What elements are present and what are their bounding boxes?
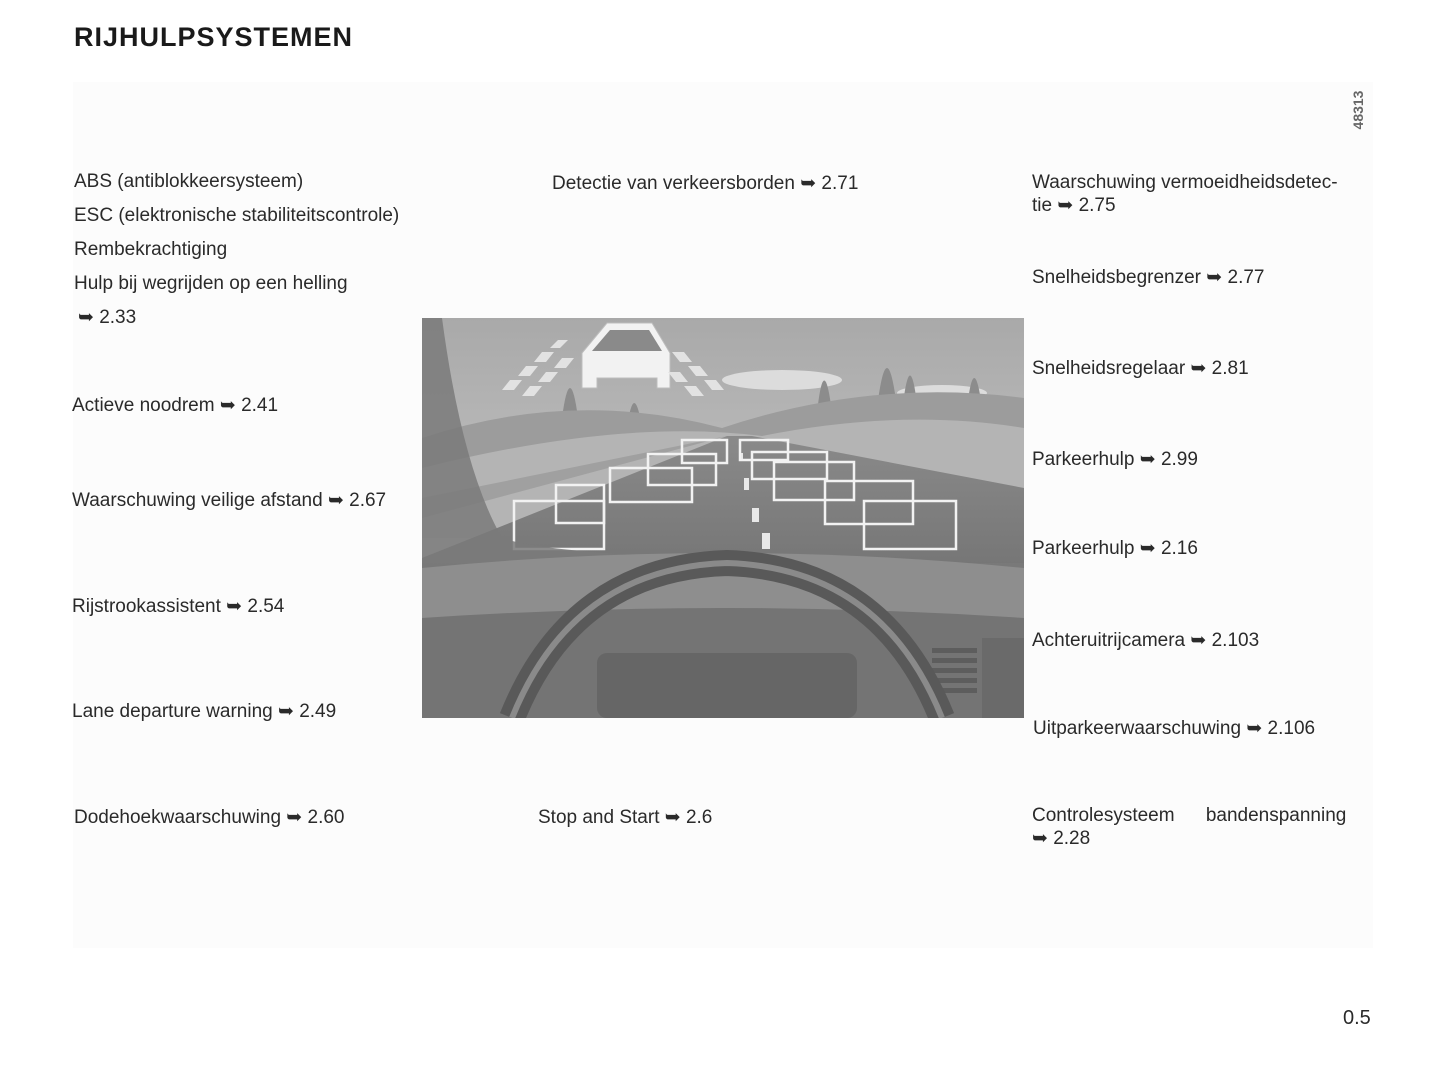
page-ref: 2.77 (1227, 267, 1265, 288)
arrow-icon: ➥ (286, 807, 303, 828)
item-snelheidsbegrenzer[interactable] (1032, 266, 1264, 289)
page-number: 0.5 (1343, 1007, 1371, 1029)
item-label: Detectie van verkeersborden (552, 173, 795, 194)
page-ref: 2.41 (241, 395, 279, 416)
arrow-icon: ➥ (1139, 538, 1156, 559)
item-achteruitrijcamera[interactable] (1032, 629, 1259, 652)
item-veilige-afstand[interactable] (72, 489, 386, 512)
arrow-icon: ➥ (1190, 630, 1207, 651)
item-dodehoek[interactable] (74, 806, 344, 829)
arrow-icon: ➥ (800, 173, 817, 194)
page-ref: 2.103 (1211, 630, 1260, 651)
item-esc: ESC (elektronische stabiliteitscontrole) (74, 205, 400, 226)
arrow-icon: ➥ (1139, 449, 1156, 470)
item-label: Snelheidsbegrenzer (1032, 267, 1202, 288)
page-ref: 2.33 (99, 307, 137, 328)
arrow-icon: ➥ (327, 490, 344, 511)
item-bandenspanning[interactable] (1032, 804, 1371, 850)
item-label-line2: tie (1032, 195, 1053, 216)
item-group-ref[interactable] (78, 306, 136, 329)
item-actieve-noodrem[interactable] (72, 394, 278, 417)
item-vermoeidheid[interactable] (1032, 171, 1371, 217)
arrow-icon: ➥ (664, 807, 681, 828)
screen (982, 638, 1024, 718)
item-label: Parkeerhulp (1032, 449, 1135, 470)
item-label: Actieve noodrem (72, 395, 215, 416)
item-rijstrookassistent[interactable] (72, 595, 284, 618)
arrow-icon: ➥ (1032, 828, 1048, 849)
item-abs: ABS (antiblokkeersysteem) (74, 171, 304, 192)
item-label: Dodehoekwaarschuwing (74, 807, 282, 828)
item-label: Uitparkeerwaarschuwing (1033, 718, 1242, 739)
page-ref: 2.16 (1160, 538, 1198, 559)
page-ref: 2.49 (299, 701, 337, 722)
item-label-line1: Waarschuwing vermoeidheidsdetec- (1032, 172, 1338, 193)
page-ref: 2.28 (1053, 828, 1091, 849)
arrow-icon: ➥ (277, 701, 294, 722)
item-label: Rijstrookassistent (72, 596, 221, 617)
page-ref: 2.6 (685, 807, 713, 828)
item-label: Parkeerhulp (1032, 538, 1135, 559)
item-parkeerhulp-2[interactable] (1032, 537, 1198, 560)
item-stop-start[interactable] (538, 806, 712, 829)
arrow-icon: ➥ (1206, 267, 1223, 288)
item-label: Achteruitrijcamera (1032, 630, 1186, 651)
arrow-icon: ➥ (219, 395, 236, 416)
item-label: Controlesysteem bandenspanning (1032, 805, 1347, 826)
page-ref: 2.71 (821, 173, 859, 194)
item-label: Lane departure warning (72, 701, 273, 722)
arrow-icon: ➥ (1057, 195, 1074, 216)
page-ref: 2.54 (247, 596, 285, 617)
arrow-icon: ➥ (1190, 358, 1207, 379)
page-ref: 2.67 (349, 490, 387, 511)
dashboard-illustration (422, 318, 1024, 718)
page-ref: 2.99 (1160, 449, 1198, 470)
item-hulp-helling: Hulp bij wegrijden op een helling (74, 273, 348, 294)
instrument-cluster (597, 653, 857, 718)
item-label: Stop and Start (538, 807, 660, 828)
item-snelheidsregelaar[interactable] (1032, 357, 1249, 380)
page-ref: 2.106 (1267, 718, 1316, 739)
page-ref: 2.60 (307, 807, 345, 828)
item-rembekrachtiging: Rembekrachtiging (74, 239, 228, 260)
item-label: Waarschuwing veilige afstand (72, 490, 323, 511)
arrow-icon: ➥ (226, 596, 243, 617)
item-uitparkeerwaarschuwing[interactable] (1033, 717, 1315, 740)
item-verkeersborden[interactable] (552, 172, 858, 195)
page-ref: 2.75 (1078, 195, 1116, 216)
arrow-icon: ➥ (78, 307, 94, 328)
item-lane-departure[interactable] (72, 700, 336, 723)
item-parkeerhulp-1[interactable] (1032, 448, 1198, 471)
item-label: Snelheidsregelaar (1032, 358, 1186, 379)
page-ref: 2.81 (1211, 358, 1249, 379)
figure-id: 48313 (1350, 90, 1366, 130)
page-title: RIJHULPSYSTEMEN (74, 22, 354, 52)
arrow-icon: ➥ (1246, 718, 1263, 739)
